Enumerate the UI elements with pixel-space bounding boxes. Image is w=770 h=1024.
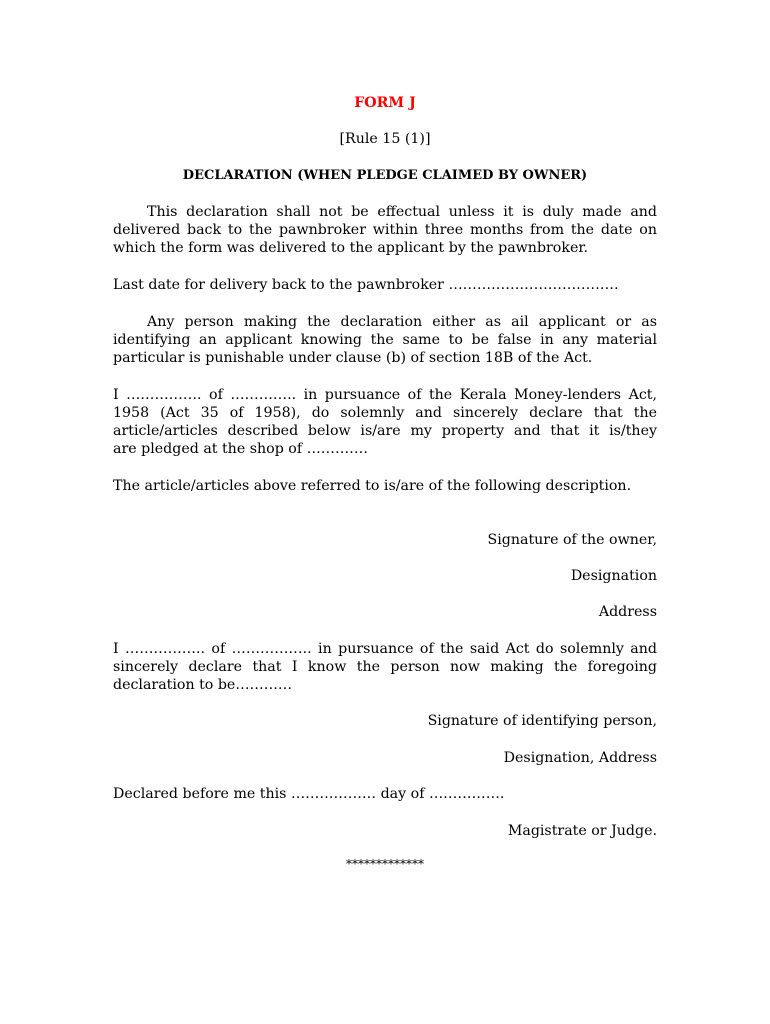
para2-line-3: particular is punishable under clause (b) of section 18B of the Act. xyxy=(113,350,593,366)
para3-line-4: are pledged at the shop of …………. xyxy=(113,441,368,457)
end-mark: ************* xyxy=(346,857,424,871)
last-date-line: Last date for delivery back to the pawnbroker ……………………………… xyxy=(113,277,619,293)
declaration-heading: DECLARATION (WHEN PLEDGE CLAIMED BY OWNER) xyxy=(182,168,588,183)
para1-line-1: This declaration shall not be effectual unless it is duly made and xyxy=(147,204,657,220)
para2-line-2: identifying an applicant knowing the same to be false in any material xyxy=(113,332,657,348)
para1-line-2: delivered back to the pawnbroker within three months from the date on xyxy=(113,222,657,238)
owner-address: Address xyxy=(598,604,657,620)
para4-line-2: sincerely declare that I know the person now making the foregoing xyxy=(113,659,657,675)
declared-before-line: Declared before me this ……………… day of ……………. xyxy=(113,786,505,802)
para3-line-3: article/articles described below is/are my property and that it is/they xyxy=(113,423,657,439)
owner-signature: Signature of the owner, xyxy=(487,532,657,548)
magistrate-signature: Magistrate or Judge. xyxy=(507,823,657,839)
para3-line-2: 1958 (Act 35 of 1958), do solemnly and sincerely declare that the xyxy=(113,405,657,421)
description-line: The article/articles above referred to is/are of the following description. xyxy=(113,478,632,494)
para2-line-1: Any person making the declaration either as ail applicant or as xyxy=(147,314,657,330)
identifier-designation: Designation, Address xyxy=(503,750,657,766)
identifier-signature: Signature of identifying person, xyxy=(427,713,657,729)
form-title: FORM J xyxy=(354,95,416,111)
para3-line-1: I ……………. of ………….. in pursuance of the Kerala Money-lenders Act, xyxy=(113,387,657,403)
rule-reference: [Rule 15 (1)] xyxy=(339,131,431,147)
para4-line-1: I …………….. of …………….. in pursuance of the said Act do solemnly and xyxy=(113,641,657,657)
para1-line-3: which the form was delivered to the applicant by the pawnbroker. xyxy=(113,240,589,256)
owner-designation: Designation xyxy=(570,568,657,584)
para4-line-3: declaration to be………… xyxy=(113,677,293,693)
